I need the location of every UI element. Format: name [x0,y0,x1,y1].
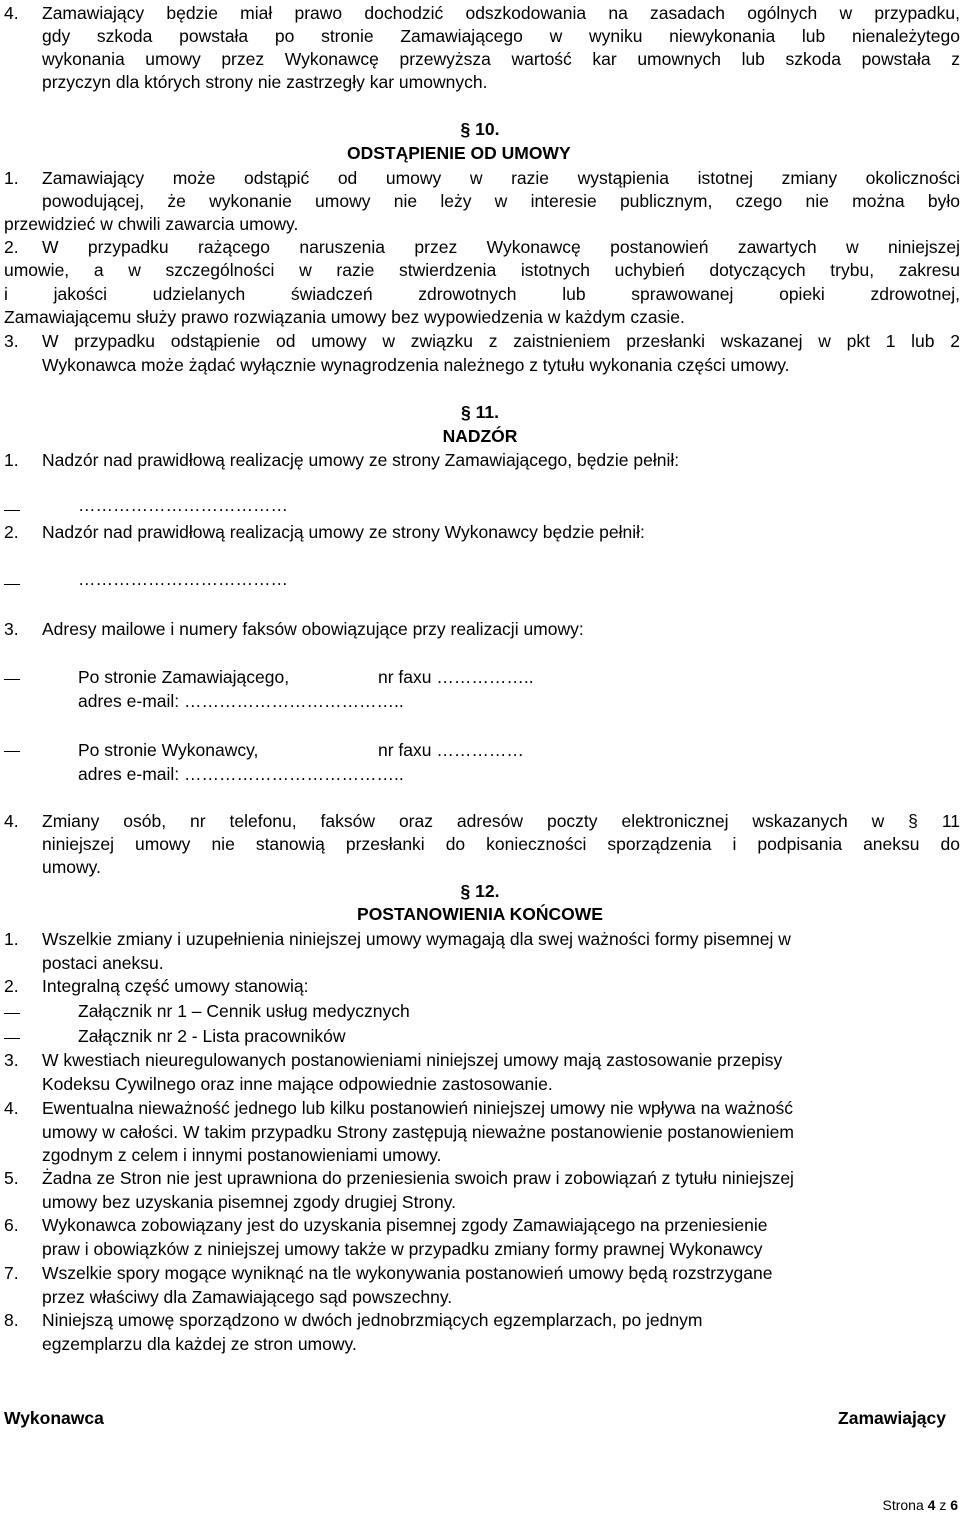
paragraph-line: Zamawiający może odstąpić od umowy w razie wystąpienia istotnej zmiany okoliczności [42,168,960,188]
section-number: § 12. [460,881,500,901]
paragraph-line: postaci aneksu. [42,953,164,973]
paragraph-line: wykonania umowy przez Wykonawcę przewyższa wartość kar umownych lub szkoda powstała z [42,49,960,69]
item-number: 6. [4,1215,19,1235]
paragraph-line: Zmiany osób, nr telefonu, faksów oraz adresów poczty elektronicznej wskazanych w § 11 [42,811,960,831]
paragraph-line: Wszelkie zmiany i uzupełnienia niniejszej umowy wymagają dla swej ważności formy pisemnej w [42,929,791,949]
paragraph-line: przyczyn dla których strony nie zastrzegły kar umownych. [42,72,488,92]
contact-side-label: Po stronie Zamawiającego, [78,667,290,687]
paragraph-line: W przypadku odstąpienie od umowy w związku z zaistnieniem przesłanki wskazanej w pkt 1 lub 2 [42,331,960,351]
item-number: 4. [4,1098,19,1118]
contact-side-label: Po stronie Wykonawcy, [78,740,259,760]
page-label: Strona [882,1497,924,1513]
signature-label-contractor: Wykonawca [4,1408,104,1428]
page-number [882,1495,958,1516]
paragraph-line: Integralną część umowy stanowią: [42,976,309,996]
paragraph-line: gdy szkoda powstała po stronie Zamawiającego w wyniku niewykonania lub nienależytego [42,26,960,46]
paragraph-line: egzemplarzu dla każdej ze stron umowy. [42,1334,357,1354]
dash-bullet [4,584,20,585]
item-number: 5. [4,1168,19,1188]
paragraph-line: Niniejszą umowę sporządzono w dwóch jednobrzmiących egzemplarzach, po jednym [42,1310,703,1330]
paragraph-line: umowy. [42,857,101,877]
item-number: 3. [4,331,19,351]
paragraph-line: przez właściwy dla Zamawiającego sąd powszechny. [42,1287,453,1307]
paragraph-line: Kodeksu Cywilnego oraz inne mające odpowiednie zastosowanie. [42,1074,553,1094]
paragraph-line: przewidzieć w chwili zawarcia umowy. [4,214,299,234]
attachment-item: Załącznik nr 2 - Lista pracowników [78,1026,346,1046]
paragraph-line: Wszelkie spory mogące wyniknąć na tle wykonywania postanowień umowy będą rozstrzygane [42,1263,773,1283]
item-number: 8. [4,1310,19,1330]
section-title: NADZÓR [442,426,518,446]
paragraph-line: powodującej, że wykonanie umowy nie leży w interesie publicznym, czego nie można było [42,191,960,211]
item-number: 3. [4,619,19,639]
paragraph-line: umowie, a w szczególności w razie stwierdzenia istotnych uchybień dotyczących trybu, zakresu [4,260,960,280]
paragraph-line: zgodnym z celem i innymi postanowieniami umowy. [42,1145,442,1165]
dash-bullet [4,1038,20,1039]
supervisor-blank-field: ……………………………… [78,495,288,515]
paragraph-line: praw i obowiązków z niniejszej umowy także w przypadku zmiany formy prawnej Wykonawcy [42,1239,763,1259]
item-number: 1. [4,168,19,188]
paragraph-line: Wykonawca może żądać wyłącznie wynagrodzenia należnego z tytułu wykonania części umowy. [42,355,790,375]
item-number: 4. [4,811,19,831]
dash-bullet [4,510,20,511]
item-number: 7. [4,1263,19,1283]
signature-label-client: Zamawiający [838,1408,946,1428]
section-title: ODSTĄPIENIE OD UMOWY [347,143,571,163]
section-number: § 11. [461,402,499,422]
paragraph-line: Zamawiającemu służy prawo rozwiązania umowy bez wypowiedzenia w każdym czasie. [4,307,685,327]
item-number: 1. [4,450,19,470]
paragraph-line: niniejszej umowy nie stanowią przesłanki do konieczności sporządzenia i podpisania aneksu do [42,834,960,854]
fax-field: nr faxu …………… [378,740,524,760]
paragraph-line: Ewentualna nieważność jednego lub kilku postanowień niniejszej umowy nie wpływa na ważność [42,1098,793,1118]
attachment-item: Załącznik nr 1 – Cennik usług medycznych [78,1001,410,1021]
paragraph-line: Nadzór nad prawidłową realizacją umowy ze strony Wykonawcy będzie pełnił: [42,522,645,542]
paragraph-line: W przypadku rażącego naruszenia przez Wykonawcę postanowień zawartych w niniejszej [42,237,960,257]
dash-bullet [4,1013,20,1014]
supervisor-blank-field: ……………………………… [78,569,288,589]
paragraph-line: Wykonawca zobowiązany jest do uzyskania pisemnej zgody Zamawiającego na przeniesienie [42,1215,768,1235]
paragraph-line: Adresy mailowe i numery faksów obowiązujące przy realizacji umowy: [42,619,584,639]
page-current: 4 [927,1497,936,1513]
dash-bullet [4,679,20,680]
item-number: 1. [4,929,19,949]
item-number: 2. [4,522,19,542]
email-field: adres e-mail: ……………………………….. [78,764,404,784]
fax-field: nr faxu …………….. [378,667,534,687]
item-number: 2. [4,237,19,257]
paragraph-line: Nadzór nad prawidłową realizację umowy ze strony Zamawiającego, będzie pełnił: [42,450,680,470]
section-title: POSTANOWIENIA KOŃCOWE [357,904,603,924]
paragraph-line: W kwestiach nieuregulowanych postanowieniami niniejszej umowy mają zastosowanie przepisy [42,1050,783,1070]
section-number: § 10. [460,119,500,139]
paragraph-line: i jakości udzielanych świadczeń zdrowotnych lub sprawowanej opieki zdrowotnej, [4,284,960,304]
dash-bullet [4,751,20,752]
item-number: 4. [4,3,19,23]
email-field: adres e-mail: ……………………………….. [78,691,404,711]
page-total: 6 [950,1497,958,1513]
paragraph-line: Zamawiający będzie miał prawo dochodzić odszkodowania na zasadach ogólnych w przypadku, [42,3,960,23]
paragraph-line: umowy w całości. W takim przypadku Strony zastępują nieważne postanowienie postanowieniem [42,1122,794,1142]
item-number: 2. [4,976,19,996]
item-number: 3. [4,1050,19,1070]
paragraph-line: umowy bez uzyskania pisemnej zgody drugiej Strony. [42,1192,457,1212]
paragraph-line: Żadna ze Stron nie jest uprawniona do przeniesienia swoich praw i zobowiązań z tytułu niniejszej [42,1168,794,1188]
page-separator: z [939,1497,947,1513]
